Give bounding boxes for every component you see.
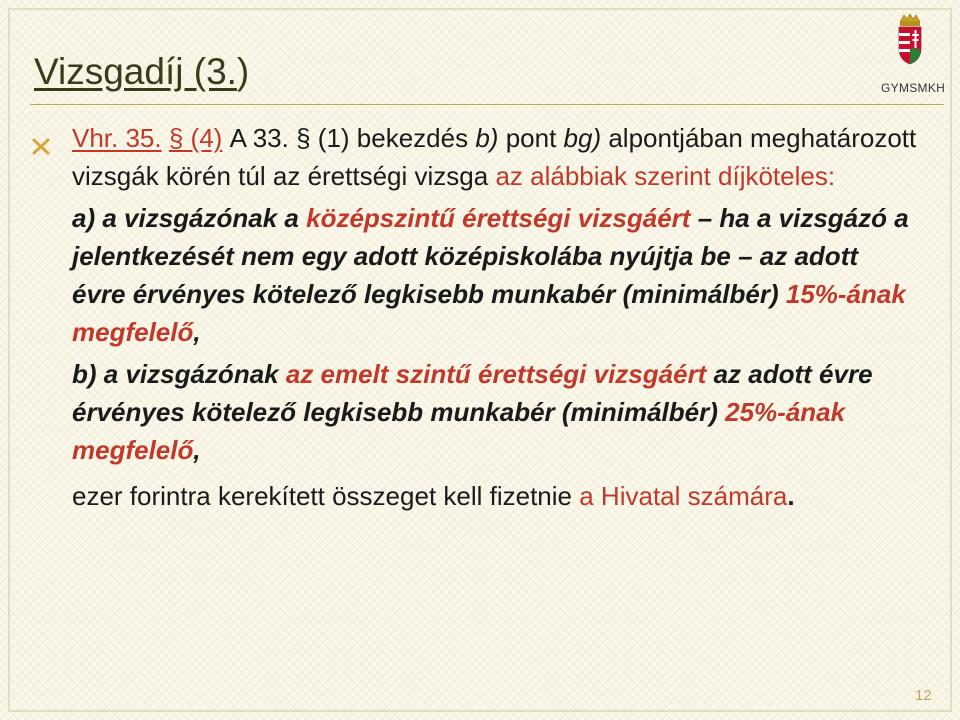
intro-paragraph [72,119,917,195]
item-a-lead: a) a vizsgázónak a [72,203,299,233]
organization-label: GYMSMKH [881,81,946,95]
item-b-level: az emelt szintű érettségi vizsgáért [285,359,707,389]
x-mark-icon [30,135,52,157]
section-sign: § [296,123,311,153]
item-b-tail: , [193,435,201,465]
page-number: 12 [915,687,932,704]
hungarian-coat-of-arms-icon [896,12,924,72]
section-reference: § (4) [168,123,223,153]
item-a-rate: 15%-ának megfelelő [72,279,906,347]
item-b-lead: b) a vizsgázónak [72,359,279,389]
title-main: Vizsgadíj (3. [34,51,237,92]
slide-title [34,52,249,93]
item-b-paragraph [72,355,917,469]
item-a-tail: , [193,317,201,347]
item-a-paragraph [72,199,917,351]
vhr-reference: Vhr. 35. [72,123,162,153]
item-b-rate: 25%-ának megfelelő [72,397,846,465]
reference-text: A 33. [229,123,289,153]
reference-word: pont [505,123,557,153]
intro-fee: az alábbiak szerint díjköteles: [495,161,836,191]
item-a-condition: – ha a vizsgázó a jelentkezését nem egy adott középiskolába nyújtja be – az adott évre érvényes kötelező legkisebb munkabér (minimálbér) [72,203,909,309]
closing-target: a Hivatal számára [579,481,788,511]
reference-point: b) [475,123,499,153]
reference-clause: (1) bekezdés [317,123,469,153]
intro-exam: érettségi vizsga [307,161,489,191]
reference-subpoint: bg) [563,123,602,153]
item-b-condition: az adott évre érvényes kötelező legkisebb munkabér (minimálbér) [72,359,873,427]
item-a-level: középszintű érettségi vizsgáért [306,203,691,233]
title-paren: ) [236,51,250,92]
intro-line-2: alpontjában meghatározott vizsgák körén túl az [72,123,917,191]
slide-content [72,119,917,515]
closing-end: . [787,481,795,511]
closing-paragraph [72,477,917,515]
title-underline-rule [30,104,944,105]
closing-text: ezer forintra kerekített összeget kell fizetnie [72,481,573,511]
